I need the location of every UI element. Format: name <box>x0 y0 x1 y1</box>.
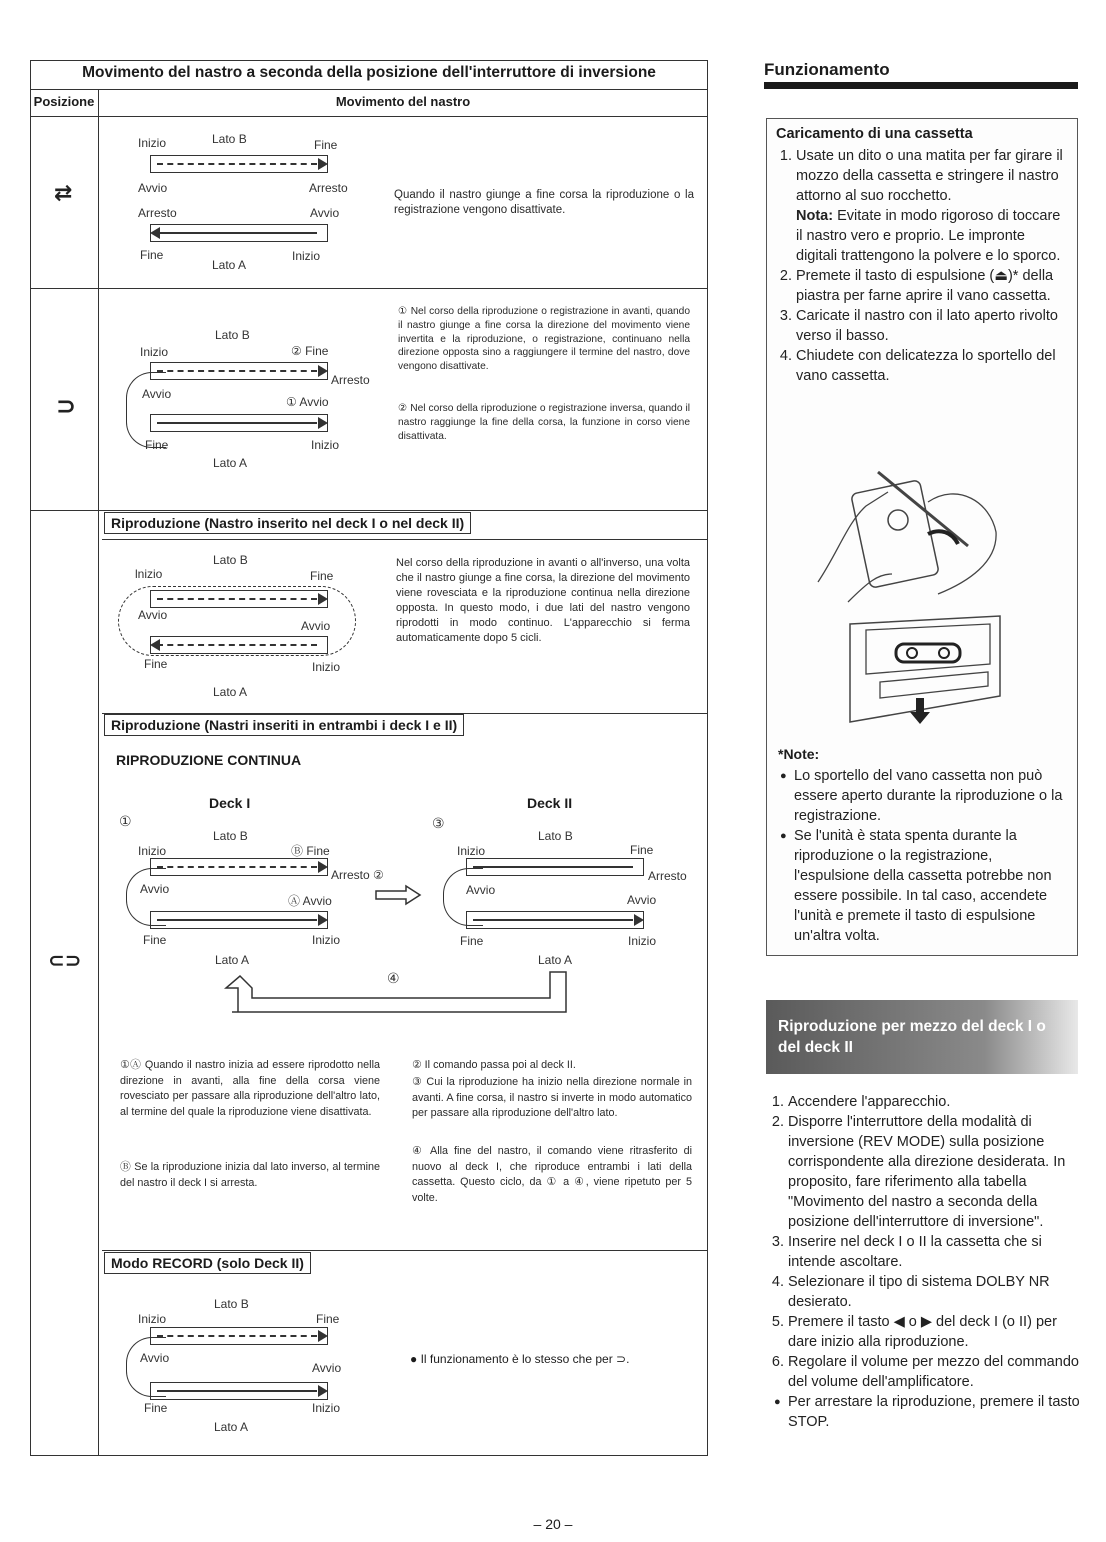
page-number: – 20 – <box>533 1516 573 1532</box>
sec2-note-b: Ⓑ Se la riproduzione inizia dal lato inverso, al termine del nastro il deck I si arresta. <box>120 1161 380 1189</box>
r1-avvio-bottom: Avvio <box>310 206 340 220</box>
d1-inizio-bottom: Inizio <box>312 933 341 947</box>
deck1-label: Deck I <box>209 795 251 811</box>
r2-tape-b <box>150 362 328 380</box>
s3-fine: Fine <box>316 1312 340 1326</box>
r2-tape-a <box>150 414 328 432</box>
play-step-2: 2. Disporre l'interruttore della modalità di inversione (REV MODE) sulla posizione corrispondente alla direzione desiderata. In proposito, fare riferimento alla tabella "Movimento del nastro a seconda della posizione dell'interruttore di inversione". <box>788 1112 1080 1232</box>
r1-description: Quando il nastro giunge a fine corsa la riproduzione o la registrazione vengono disattivate. <box>394 189 694 216</box>
play-step-5: 5. Premere il tasto ◀ o ▶ del deck I (o II) per dare inizio alla riproduzione. <box>788 1312 1080 1352</box>
r1-arresto-top: Arresto <box>309 181 348 195</box>
transfer-arrow-icon <box>374 884 424 906</box>
row1-divider <box>30 288 708 289</box>
r2-fine2: ② Fine <box>291 344 329 358</box>
sec2-note-3: ③ Cui la riproduzione ha inizio nella direzione normale in avanti. A fine corsa, il nastro si inverte in modo automatico per passare alla riproduzione dell'altro lato. <box>412 1076 692 1119</box>
d1-avvioa: Ⓐ Avvio <box>288 894 332 908</box>
sec3-description: ● Il funzionamento è lo stesso che per ⊃. <box>410 1352 630 1366</box>
d1-arresto2: Arresto ② <box>331 868 384 882</box>
s1-inizio: lnizio <box>135 567 163 581</box>
d1-inizio: Inizio <box>138 844 167 858</box>
d1-fine: Fine <box>143 933 167 947</box>
note-list <box>780 766 1068 946</box>
load-step-4: 4. Chiudete con delicatezza lo sportello del vano cassetta. <box>796 346 1066 386</box>
sec2-note-a: ①Ⓐ Quando il nastro inizia ad essere riprodotto nella direzione in avanti, alla fine della corsa viene rovesciato per passare alla riproduzione dell'altro lato, al termine del quale la riproduzione viene disattivata. <box>120 1059 380 1118</box>
s1-tape-a <box>150 636 328 654</box>
row2-divider <box>30 510 708 511</box>
s1-avvio-left: Avvio <box>138 608 168 622</box>
s3-tape-a <box>150 1382 328 1400</box>
d2-num3: ③ <box>432 815 445 831</box>
d-num4: ④ <box>387 970 400 986</box>
s3-tape-b <box>150 1327 328 1345</box>
r1-avvio-top: Avvio <box>138 181 168 195</box>
load-step-3: 3. Caricate il nastro con il lato aperto rivolto verso il basso. <box>796 306 1066 346</box>
d2-inizio: Inizio <box>457 844 486 858</box>
d1-num1: ① <box>119 813 132 829</box>
r1-inizio-bottom: Inizio <box>292 249 321 263</box>
s3-avvio-left: Avvio <box>140 1351 170 1365</box>
play-stop-note: ● Per arrestare la riproduzione, premere il tasto STOP. <box>788 1392 1080 1432</box>
r1-tape-b <box>150 155 328 173</box>
r2-inizio: Inizio <box>140 345 169 359</box>
play-step-6: 6. Regolare il volume per mezzo del commando del volume dell'amplificatore. <box>788 1352 1080 1392</box>
s3-latoa: Lato A <box>214 1420 249 1434</box>
r1-latob: Lato B <box>212 132 247 146</box>
r1-arresto-bottom: Arresto <box>138 206 177 220</box>
mode-reverse-icon: ⊃ <box>56 393 77 420</box>
load-step-1: 1. Usate un dito o una matita per far girare il mozzo della cassetta e stringere il nastro attorno al suo rocchetto. Nota: Evitate in modo rigoroso di toccare il nastro vero e proprio. Le impronte digitali trattengono la polvere e lo sporco. <box>796 146 1066 266</box>
d1-avvio: Avvio <box>140 882 170 896</box>
banner-title: Riproduzione per mezzo del deck I o del deck II <box>778 1018 1046 1056</box>
d2-latoa: Lato A <box>538 953 573 967</box>
s3-fine-bottom: Fine <box>144 1401 168 1415</box>
d2-fine-bottom: Fine <box>460 934 484 948</box>
right-heading: Funzionamento <box>764 60 890 79</box>
r2-fine: Fine <box>145 438 169 452</box>
sec1-line <box>102 539 708 540</box>
sec3-title: Modo RECORD (solo Deck II) <box>104 1252 311 1274</box>
mode-continuous-icon: ⊂⊃ <box>48 950 82 972</box>
r2-note1: ① Nel corso della riproduzione o registrazione in avanti, quando il nastro giunge a fine corsa la direzione del movimento viene invertita e la riproduzione, o registrazione, continuano nella direzione opposta sino a raggiungere il termine del nastro, dove vengono disattivate. <box>398 306 690 373</box>
note-title: *Note: <box>778 746 820 762</box>
playback-steps <box>766 1092 1080 1432</box>
d2-tape-a <box>466 911 644 929</box>
d2-avvio-right: Avvio <box>627 893 657 907</box>
s3-inizio-bottom: Inizio <box>312 1401 341 1415</box>
d1-tape-a <box>150 911 328 929</box>
d1-fineb: Ⓑ Fine <box>291 844 330 858</box>
d2-avvio-left: Avvio <box>466 883 496 897</box>
s3-latob: Lato B <box>214 1297 249 1311</box>
loading-steps <box>774 146 1066 386</box>
r1-fine-bottom: Fine <box>140 248 164 262</box>
mode-oneway-icon: ⇄ <box>54 180 73 205</box>
d1-tape-b <box>150 858 328 876</box>
play-step-3: 3. Inserire nel deck I o II la cassetta che si intende ascoltare. <box>788 1232 1080 1272</box>
r2-avvio1: ① Avvio <box>286 395 329 409</box>
r1-inizio-top: Inizio <box>138 136 167 150</box>
box-title: Caricamento di una cassetta <box>776 126 973 142</box>
d2-latob: Lato B <box>538 829 573 843</box>
r1-tape-a <box>150 224 328 242</box>
s1-latoa: Lato A <box>213 685 248 699</box>
column-divider <box>98 89 99 1456</box>
r2-note2: ② Nel corso della riproduzione o registrazione inversa, quando il nastro raggiunge la fine della corsa, la funzione in corso viene disattivata. <box>398 403 690 442</box>
s1-fine-bottom: Fine <box>144 657 168 671</box>
d2-tape-b <box>466 858 644 876</box>
sec1-title: Riproduzione (Nastro inserito nel deck I o nel deck II) <box>104 512 471 534</box>
r2-arresto: Arresto <box>331 373 370 387</box>
r2-latoa: Lato A <box>213 456 248 470</box>
note-item-1: ● Lo sportello del vano cassetta non può essere aperto durante la riproduzione o la registrazione. <box>794 766 1068 826</box>
s1-fine: Fine <box>310 569 334 583</box>
load-step-2: 2. Premete il tasto di espulsione (⏏)* della piastra per farne aprire il vano cassetta. <box>796 266 1066 306</box>
play-step-4: 4. Selezionare il tipo di sistema DOLBY NR desierato. <box>788 1272 1080 1312</box>
note-item-2: ● Se l'unità è stata spenta durante la riproduzione o la registrazione, l'espulsione della cassetta potrebbe non essere possibile. In tal caso, accendete l'unità e premete il tasto di espulsione un'altra volta. <box>794 826 1068 946</box>
s3-inizio: Inizio <box>138 1312 167 1326</box>
r1-fine-top: Fine <box>314 138 338 152</box>
sec2-note-2: ② Il comando passa poi al deck II. <box>412 1059 576 1071</box>
table-title: Movimento del nastro a seconda della posizione dell'interruttore di inversione <box>82 64 656 81</box>
heading-rule <box>764 82 1078 89</box>
header-divider <box>30 116 708 117</box>
title-divider <box>30 89 708 90</box>
inserting-cassette-illustration <box>840 610 1010 730</box>
s1-latob: Lato B <box>213 553 248 567</box>
sec2-subtitle: RIPRODUZIONE CONTINUA <box>116 752 302 768</box>
d2-fine: Fine <box>630 843 654 857</box>
r2-avvio: Avvio <box>142 387 172 401</box>
winding-cassette-illustration <box>808 462 1004 612</box>
d1-latoa: Lato A <box>215 953 250 967</box>
r2-loop <box>126 372 166 448</box>
d1-latob: Lato B <box>213 829 248 843</box>
sec2-title: Riproduzione (Nastri inseriti in entrambi i deck I e II) <box>104 714 464 736</box>
play-step-1: 1. Accendere l'apparecchio. <box>788 1092 1080 1112</box>
s3-avvio-right: Avvio <box>312 1361 342 1375</box>
col-position-header: Posizione <box>33 94 95 109</box>
sec2-note-4: ④ Alla fine del nastro, il comando viene ritrasferito di nuovo al deck I, che riproduce entrambi i lati della cassetta. Questo ciclo, da ① a ④, viene ripetuto per 5 volte. <box>412 1145 692 1204</box>
s1-inizio-bottom: Inizio <box>312 660 341 674</box>
s1-avvio-right: Avvio <box>301 619 331 633</box>
r1-latoa: Lato A <box>212 258 247 272</box>
s1-tape-b <box>150 590 328 608</box>
d2-inizio-bottom: Inizio <box>628 934 657 948</box>
sec1-description: Nel corso della riproduzione in avanti o all'inverso, una volta che il nastro giunge a fine corsa, la direzione del movimento viene rovesciata e la riproduzione continua nella direzione opposta. In questo modo, i due lati del nastro vengono riprodotti in modo continuo. L'apparecchio si ferma automaticamente dopo 5 cicli. <box>396 557 690 644</box>
r2-latob: Lato B <box>215 328 250 342</box>
d2-arresto: Arresto <box>648 869 687 883</box>
sec3-topline <box>102 1250 708 1251</box>
r2-inizio-bottom: Inizio <box>311 438 340 452</box>
deck2-label: Deck II <box>527 795 573 811</box>
col-movement-header: Movimento del nastro <box>335 94 471 109</box>
